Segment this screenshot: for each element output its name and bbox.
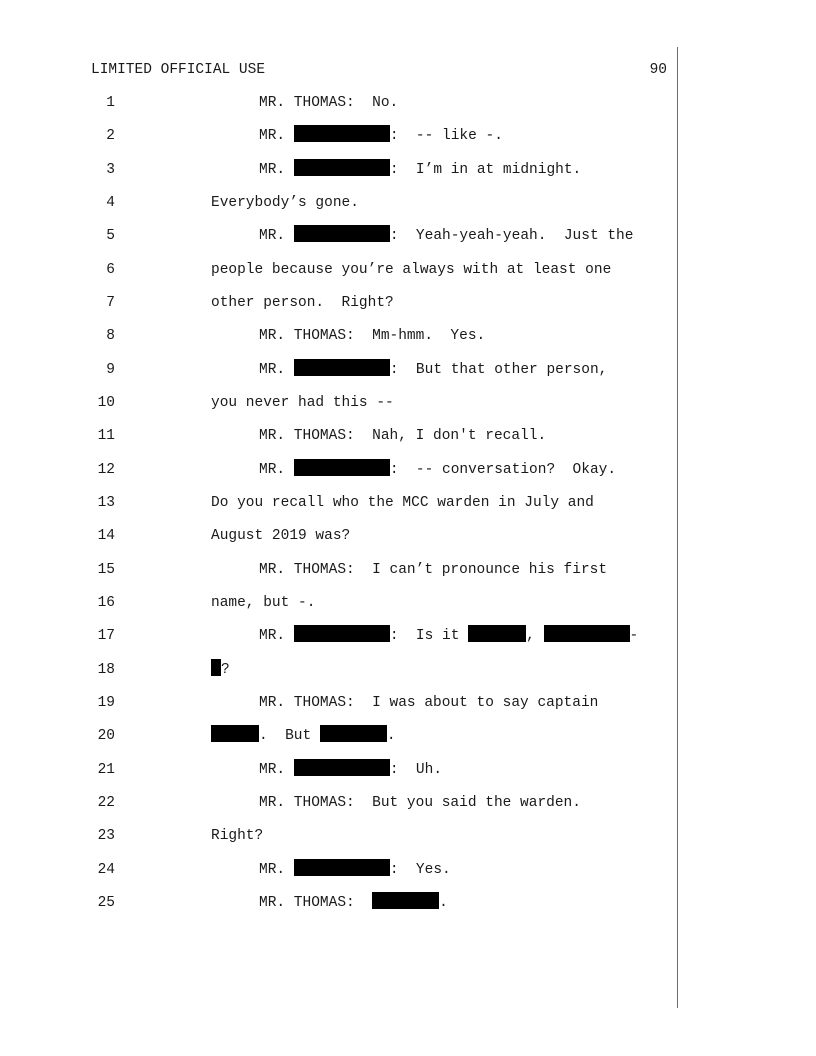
line-text xyxy=(211,292,394,314)
transcript-line xyxy=(0,192,816,214)
redaction-box xyxy=(544,625,630,642)
transcript-line xyxy=(0,492,816,514)
line-number: 9 xyxy=(106,362,115,378)
redaction-box xyxy=(294,625,390,642)
redaction-box xyxy=(294,759,390,776)
line-number: 18 xyxy=(97,662,115,678)
transcript-line xyxy=(0,125,816,147)
text-segment: MR. THOMAS: Mm-hmm. Yes. xyxy=(259,328,486,344)
text-segment: , xyxy=(526,628,544,644)
line-text xyxy=(259,559,607,581)
text-segment: MR. THOMAS: I can’t pronounce his first xyxy=(259,562,608,578)
redaction-box xyxy=(294,125,390,142)
text-segment: - xyxy=(629,628,639,644)
line-number: 20 xyxy=(97,728,115,744)
transcript-line xyxy=(0,725,816,747)
text-segment: MR. xyxy=(259,462,294,478)
transcript-line xyxy=(0,325,816,347)
line-text xyxy=(259,892,448,914)
redaction-box xyxy=(294,859,390,876)
line-number: 25 xyxy=(97,895,115,911)
line-number: 6 xyxy=(106,262,115,278)
text-segment: . xyxy=(439,895,448,911)
transcript-line xyxy=(0,859,816,881)
line-text xyxy=(259,325,485,347)
text-segment: MR. THOMAS: xyxy=(259,895,373,911)
line-text xyxy=(211,392,394,414)
line-text xyxy=(211,825,263,847)
transcript-line xyxy=(0,459,816,481)
redaction-box xyxy=(294,159,390,176)
text-segment: MR. xyxy=(259,162,294,178)
line-number: 14 xyxy=(97,528,115,544)
line-number: 12 xyxy=(97,462,115,478)
redaction-box xyxy=(294,359,390,376)
text-segment: MR. THOMAS: But you said the warden. xyxy=(259,795,581,811)
text-segment: . But xyxy=(259,728,320,744)
text-segment: other person. Right? xyxy=(211,295,394,311)
line-number: 11 xyxy=(97,428,115,444)
line-number: 21 xyxy=(97,762,115,778)
classification-marking: LIMITED OFFICIAL USE xyxy=(91,62,266,78)
transcript-line xyxy=(0,559,816,581)
text-segment: MR. xyxy=(259,628,294,644)
transcript-line xyxy=(0,892,816,914)
line-text xyxy=(259,459,616,481)
line-text xyxy=(259,425,546,447)
text-segment: name, but -. xyxy=(211,595,316,611)
redaction-box xyxy=(211,725,259,742)
line-text xyxy=(211,492,594,514)
text-segment: Everybody’s gone. xyxy=(211,195,359,211)
line-number: 5 xyxy=(106,228,115,244)
line-text xyxy=(211,659,230,681)
text-segment: MR. xyxy=(259,128,294,144)
transcript-line xyxy=(0,625,816,647)
redaction-box xyxy=(320,725,387,742)
line-text xyxy=(259,159,581,181)
text-segment: Right? xyxy=(211,828,264,844)
line-number: 8 xyxy=(106,328,115,344)
line-text xyxy=(211,725,396,747)
transcript-line xyxy=(0,659,816,681)
transcript-line xyxy=(0,792,816,814)
text-segment: MR. THOMAS: No. xyxy=(259,95,399,111)
line-text xyxy=(211,592,315,614)
transcript-line xyxy=(0,225,816,247)
transcript-line xyxy=(0,92,816,114)
text-segment: : -- like -. xyxy=(389,128,503,144)
text-segment: : Yeah-yeah-yeah. Just the xyxy=(389,228,634,244)
redaction-box xyxy=(372,892,439,909)
transcript-line xyxy=(0,259,816,281)
text-segment: : Yes. xyxy=(389,862,451,878)
line-number: 24 xyxy=(97,862,115,878)
transcript-line xyxy=(0,292,816,314)
transcript-line xyxy=(0,392,816,414)
transcript-line xyxy=(0,425,816,447)
line-text xyxy=(259,359,607,381)
line-number: 4 xyxy=(106,195,115,211)
text-segment: MR. xyxy=(259,762,294,778)
line-number: 3 xyxy=(106,162,115,178)
line-number: 10 xyxy=(97,395,115,411)
text-segment: MR. THOMAS: I was about to say captain xyxy=(259,695,599,711)
text-segment: : But that other person, xyxy=(389,362,608,378)
text-segment: MR. xyxy=(259,862,294,878)
text-segment: MR. xyxy=(259,228,294,244)
line-number: 13 xyxy=(97,495,115,511)
line-text xyxy=(259,859,451,881)
line-text xyxy=(259,759,442,781)
line-text xyxy=(259,692,598,714)
line-text xyxy=(211,192,359,214)
line-text xyxy=(259,625,638,647)
redaction-box xyxy=(211,659,221,676)
transcript-line xyxy=(0,159,816,181)
text-segment: : -- conversation? Okay. xyxy=(389,462,617,478)
transcript-line xyxy=(0,692,816,714)
text-segment: you never had this -- xyxy=(211,395,394,411)
page-number: 90 xyxy=(649,62,667,78)
line-number: 7 xyxy=(106,295,115,311)
line-text xyxy=(211,259,611,281)
line-number: 16 xyxy=(97,595,115,611)
line-number: 19 xyxy=(97,695,115,711)
redaction-box xyxy=(468,625,526,642)
text-segment: : Is it xyxy=(389,628,469,644)
line-number: 15 xyxy=(97,562,115,578)
redaction-box xyxy=(294,225,390,242)
line-number: 2 xyxy=(106,128,115,144)
text-segment: ? xyxy=(221,662,230,678)
text-segment: : I’m in at midnight. xyxy=(389,162,582,178)
line-number: 23 xyxy=(97,828,115,844)
line-text xyxy=(259,792,581,814)
redaction-box xyxy=(294,459,390,476)
transcript-line xyxy=(0,359,816,381)
transcript-line xyxy=(0,825,816,847)
transcript-line xyxy=(0,525,816,547)
text-segment: August 2019 was? xyxy=(211,528,351,544)
transcript-line xyxy=(0,592,816,614)
text-segment: . xyxy=(386,728,396,744)
line-number: 17 xyxy=(97,628,115,644)
line-text xyxy=(259,92,398,114)
line-text xyxy=(211,525,350,547)
text-segment: MR. THOMAS: Nah, I don't recall. xyxy=(259,428,547,444)
transcript-line xyxy=(0,759,816,781)
text-segment: MR. xyxy=(259,362,294,378)
text-segment: : Uh. xyxy=(389,762,443,778)
line-text xyxy=(259,225,633,247)
text-segment: Do you recall who the MCC warden in July and xyxy=(211,495,594,511)
text-segment: people because you’re always with at least one xyxy=(211,262,612,278)
line-number: 1 xyxy=(106,95,115,111)
line-number: 22 xyxy=(97,795,115,811)
line-text xyxy=(259,125,503,147)
